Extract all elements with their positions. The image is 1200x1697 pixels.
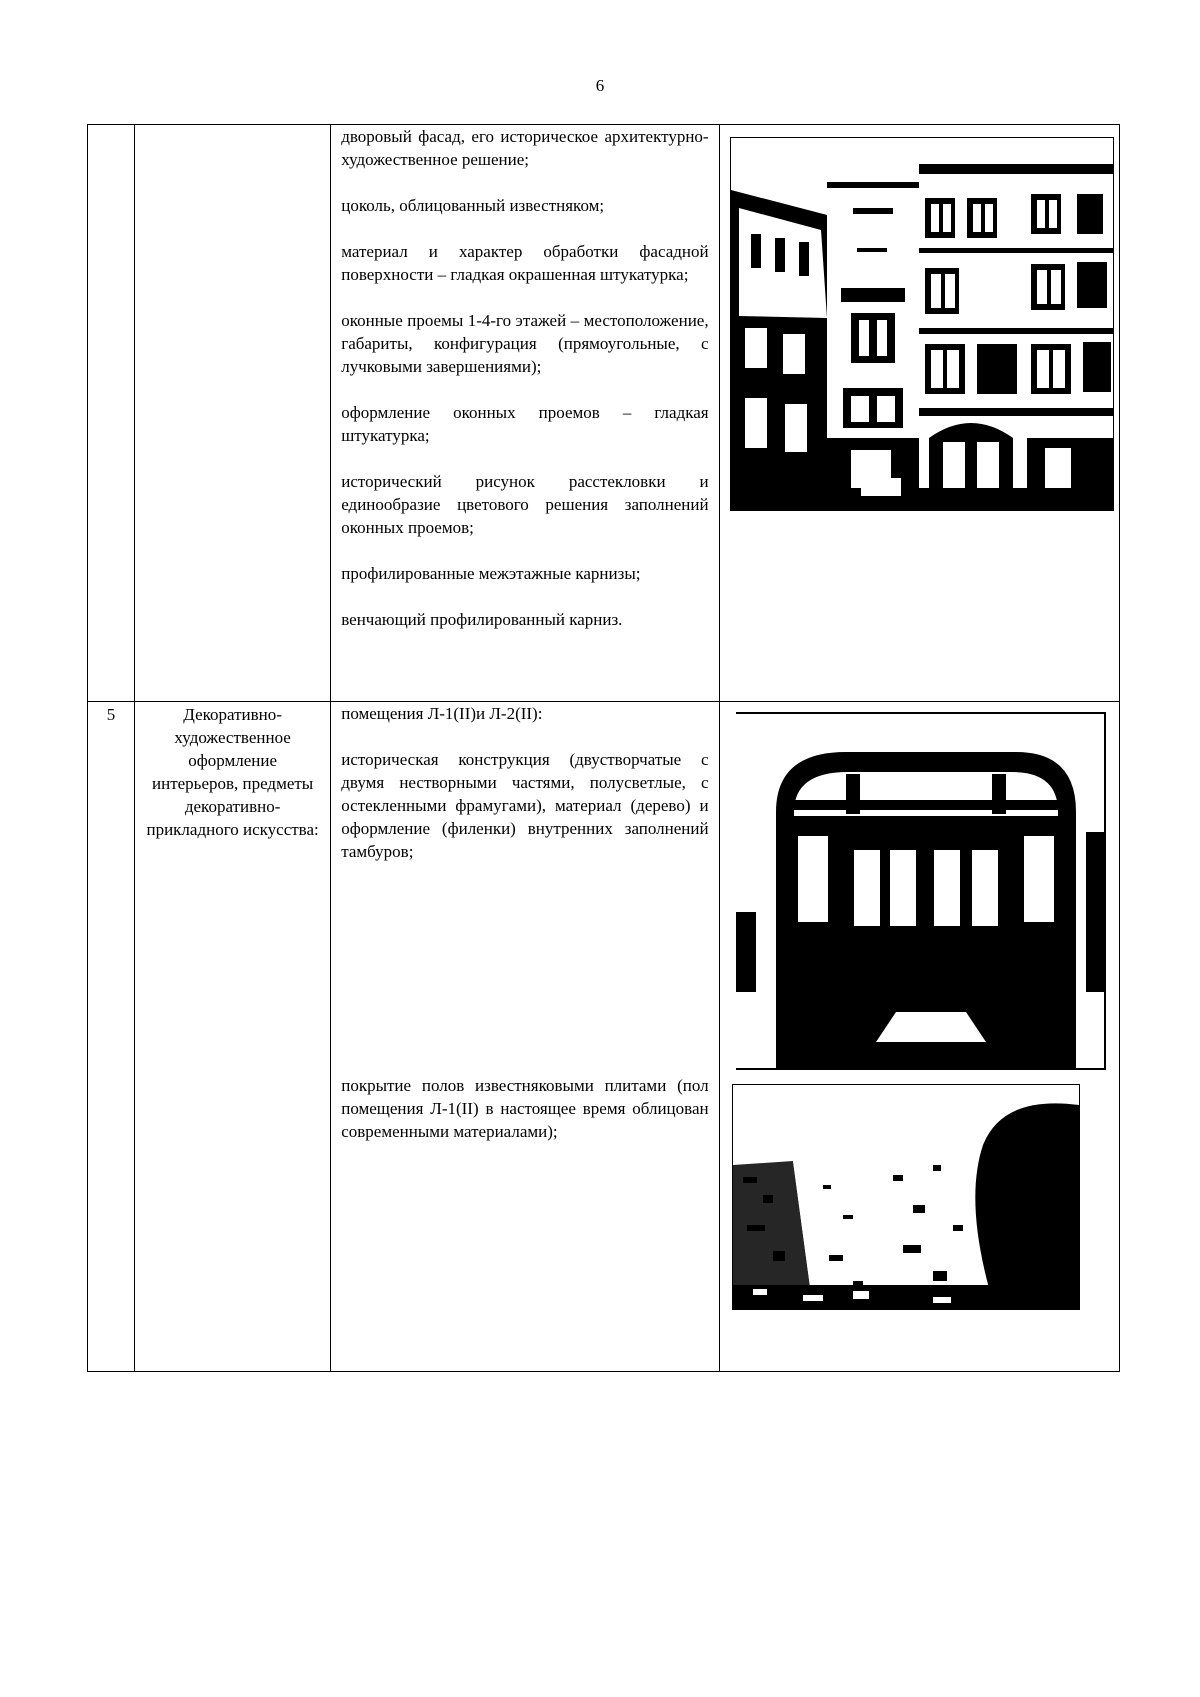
limestone-floor-photo [732, 1084, 1080, 1310]
row-number-cell [88, 702, 135, 1372]
description-paragraph: покрытие полов известняковыми плитами (пол помещения Л-1(II) в настоящее время облицован современными материалами); [341, 1076, 709, 1141]
row-number-cell [88, 125, 135, 702]
row-name-cell [135, 702, 331, 1372]
courtyard-facade-photo [730, 137, 1114, 511]
vestibule-door-photo [736, 712, 1106, 1070]
row-name [135, 125, 330, 126]
description-cell [331, 125, 719, 702]
page-number: 6 [595, 76, 605, 95]
table-row [88, 702, 1120, 1372]
description-paragraph: оконные проемы 1-4-го этажей – местоположение, габариты, конфигурация (прямоугольные, с лучковыми завершениями); [341, 311, 709, 376]
description-paragraph: цоколь, облицованный известняком; [341, 196, 605, 215]
photo-cell [719, 125, 1119, 702]
description-cell [331, 702, 719, 1372]
row-name-cell [135, 125, 331, 702]
description-paragraph: венчающий профилированный карниз. [341, 610, 623, 629]
description-paragraph: дворовый фасад, его историческое архитектурно-художественное решение; [341, 127, 709, 169]
row-name: Декоративно-художественное оформление интерьеров, предметы декоративно-прикладного искусства: [146, 705, 319, 839]
description-paragraph: помещения Л-1(II)и Л-2(II): [341, 704, 543, 723]
row-number: 5 [106, 705, 116, 724]
description-paragraph: оформление оконных проемов – гладкая штукатурка; [341, 403, 709, 445]
heritage-elements-table [87, 124, 1120, 1372]
photo-cell [719, 702, 1119, 1372]
description-paragraph: исторический рисунок расстекловки и единообразие цветового решения заполнений оконных проемов; [341, 472, 709, 537]
description-paragraph: историческая конструкция (двустворчатые с двумя нестворными частями, полусветлые, с остекленными фрамугами), материал (дерево) и оформление (филенки) внутренних заполнений тамбуров; [341, 750, 709, 861]
row-number [88, 125, 134, 126]
table-row [88, 125, 1120, 702]
description-paragraph: профилированные межэтажные карнизы; [341, 564, 641, 583]
description-paragraph: материал и характер обработки фасадной поверхности – гладкая окрашенная штукатурка; [341, 242, 709, 284]
